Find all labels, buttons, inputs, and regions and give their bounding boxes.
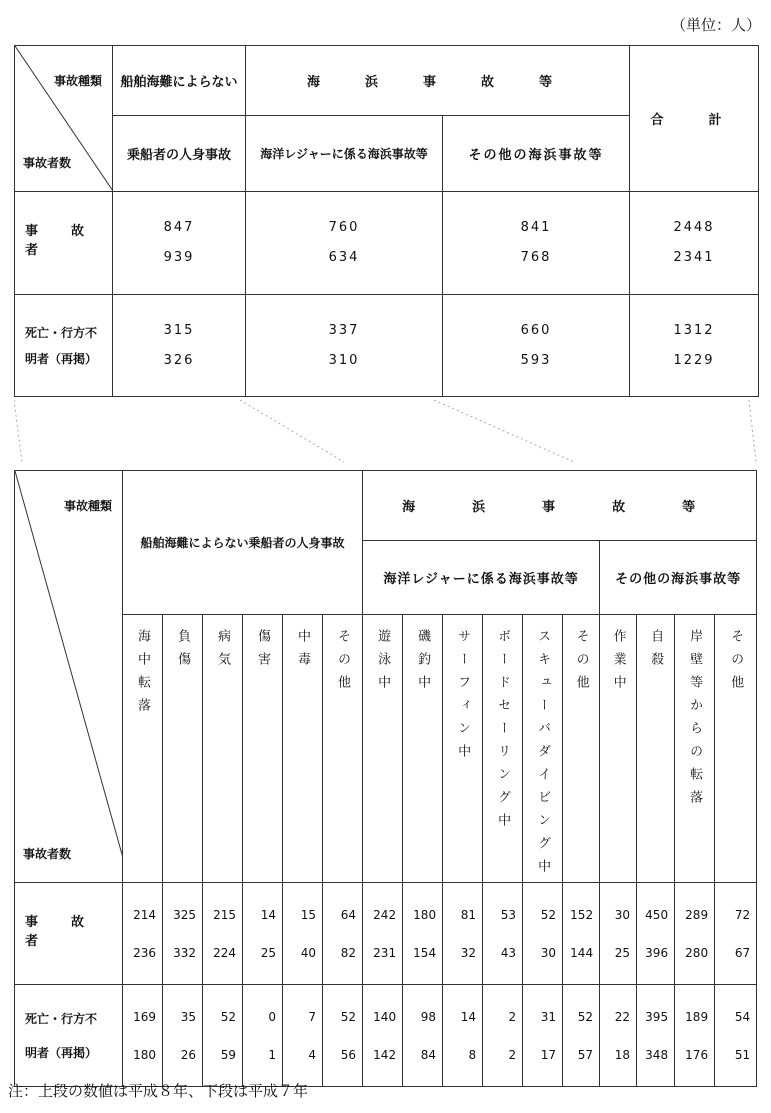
subcol-label: 中毒 — [295, 629, 310, 675]
subcol-header — [323, 615, 363, 883]
data-cell — [403, 883, 443, 985]
cell-value: 660 — [520, 322, 552, 338]
value-top: 52 — [340, 1009, 357, 1024]
cell-value: 2448 — [673, 220, 715, 235]
value-bottom: 30 — [540, 945, 557, 960]
cell-value: 1312 — [673, 322, 715, 338]
value-bottom: 144 — [570, 945, 594, 960]
data-cell — [363, 985, 403, 1087]
subcol-header — [363, 615, 403, 883]
value-top: 242 — [373, 907, 397, 922]
table2-corner-bottom: 事故者数 — [23, 847, 72, 861]
value-bottom: 396 — [645, 945, 669, 960]
value-bottom: 8 — [468, 1047, 477, 1062]
value-top: 189 — [685, 1009, 709, 1024]
cell-value: 768 — [520, 250, 552, 265]
subcol-header — [715, 615, 757, 883]
value-bottom: 25 — [260, 945, 276, 960]
table1-col-ship-top: 船舶海難によらない — [113, 46, 246, 116]
value-top: 22 — [614, 1009, 631, 1024]
data-cell — [637, 883, 675, 985]
subcol-header — [563, 615, 600, 883]
subcol-label: ボードセーリング中 — [495, 629, 511, 836]
cell-value: 337 — [328, 322, 360, 338]
subcol-label: その他 — [335, 629, 351, 698]
value-bottom: 82 — [340, 945, 357, 960]
subcol-label: 傷害 — [255, 629, 270, 675]
subcol-label: 遊泳中 — [375, 629, 391, 698]
value-top: 0 — [268, 1009, 276, 1024]
cell-value: 2341 — [673, 250, 715, 265]
value-bottom: 332 — [173, 945, 196, 960]
value-bottom: 40 — [300, 945, 316, 960]
subcol-label: 作業中 — [610, 629, 626, 698]
table2-col-other: その他の海浜事故等 — [600, 541, 757, 615]
value-top: 31 — [540, 1009, 557, 1024]
data-cell — [323, 883, 363, 985]
value-bottom: 43 — [500, 945, 517, 960]
row-label-line2: 明者（再掲） — [25, 1045, 98, 1060]
data-cell — [123, 883, 163, 985]
value-bottom: 17 — [540, 1047, 557, 1062]
value-bottom: 180 — [133, 1047, 156, 1062]
table2-col-beach: 海 浜 事 故 等 — [363, 471, 757, 541]
subcol-label: 自殺 — [648, 629, 664, 675]
value-bottom: 224 — [213, 945, 236, 960]
value-bottom: 32 — [460, 945, 477, 960]
data-cell — [675, 985, 715, 1087]
table2-col-ship: 船舶海難によらない乗船者の人身事故 — [123, 471, 363, 615]
cell-value: 939 — [163, 250, 195, 265]
subcol-header — [203, 615, 243, 883]
value-top: 180 — [413, 907, 437, 922]
value-top: 81 — [460, 907, 477, 922]
detail-table — [14, 470, 757, 1087]
data-cell — [563, 985, 600, 1087]
value-top: 52 — [540, 907, 557, 922]
data-cell — [283, 985, 323, 1087]
data-cell — [600, 985, 637, 1087]
data-cell — [637, 985, 675, 1087]
data-cell — [363, 883, 403, 985]
table1-corner-top: 事故種類 — [53, 74, 102, 88]
value-bottom: 231 — [373, 945, 397, 960]
value-top: 7 — [308, 1009, 316, 1024]
table2-col-leisure: 海洋レジャーに係る海浜事故等 — [363, 541, 600, 615]
value-bottom: 57 — [577, 1047, 594, 1062]
row-label-line1: 死亡・行方不 — [25, 1011, 98, 1026]
data-cell — [243, 985, 283, 1087]
value-top: 98 — [420, 1009, 437, 1024]
data-cell — [203, 883, 243, 985]
subcol-label: 負傷 — [175, 629, 190, 675]
value-top: 14 — [260, 907, 276, 922]
value-bottom: 18 — [614, 1047, 631, 1062]
value-bottom: 67 — [734, 945, 751, 960]
value-bottom: 348 — [645, 1047, 669, 1062]
value-top: 72 — [734, 907, 751, 922]
value-top: 64 — [340, 907, 357, 922]
row-label-line2: 明者（再掲） — [25, 351, 98, 366]
table1-corner-bottom: 事故者数 — [23, 156, 72, 170]
cell-value: 315 — [163, 322, 195, 338]
value-bottom: 176 — [685, 1047, 709, 1062]
unit-label: （単位：人） — [670, 16, 761, 34]
table1-col-beach: 海 浜 事 故 等 — [246, 46, 630, 116]
subcol-header — [483, 615, 523, 883]
data-cell — [483, 883, 523, 985]
cell-value: 847 — [163, 220, 195, 235]
data-cell — [715, 883, 757, 985]
value-top: 54 — [734, 1009, 751, 1024]
table1-corner-cell — [15, 46, 113, 192]
value-bottom: 280 — [685, 945, 709, 960]
data-cell — [715, 985, 757, 1087]
value-top: 140 — [373, 1009, 397, 1024]
value-bottom: 154 — [413, 945, 437, 960]
value-top: 215 — [213, 907, 236, 922]
cell-value: 310 — [328, 352, 360, 368]
subcol-label: その他 — [573, 629, 589, 698]
value-top: 14 — [460, 1009, 477, 1024]
value-top: 450 — [645, 907, 669, 922]
subcol-header — [403, 615, 443, 883]
subcol-label: 病気 — [215, 629, 230, 675]
data-cell — [403, 985, 443, 1087]
value-top: 325 — [173, 907, 196, 922]
cell-value: 326 — [163, 352, 195, 368]
row-label: 事 故 者 — [15, 883, 123, 985]
data-cell — [443, 985, 483, 1087]
table2-corner-cell — [15, 471, 123, 883]
data-cell — [323, 985, 363, 1087]
table1-row-dead — [15, 295, 759, 397]
cell-value: 841 — [520, 220, 552, 235]
subcol-label: サーフィン中 — [455, 629, 471, 767]
subcol-header — [283, 615, 323, 883]
data-cell — [600, 883, 637, 985]
data-cell — [563, 883, 600, 985]
cell-value: 760 — [328, 220, 360, 235]
value-top: 169 — [133, 1009, 156, 1024]
data-cell — [123, 985, 163, 1087]
value-top: 30 — [614, 907, 631, 922]
value-top: 152 — [570, 907, 594, 922]
value-bottom: 4 — [308, 1047, 316, 1062]
data-cell — [243, 883, 283, 985]
value-top: 35 — [180, 1009, 196, 1024]
subcol-header — [675, 615, 715, 883]
subcol-header — [523, 615, 563, 883]
subcol-label: 海中転落 — [135, 629, 150, 721]
data-cell — [675, 883, 715, 985]
subcol-header — [123, 615, 163, 883]
value-bottom: 59 — [220, 1047, 236, 1062]
data-cell — [163, 985, 203, 1087]
connector-lines — [14, 400, 757, 462]
cell-value: 593 — [520, 352, 552, 368]
corner-diagonal — [15, 471, 123, 858]
table1-col-other: その他の海浜事故等 — [443, 116, 630, 192]
value-top: 2 — [508, 1009, 517, 1024]
data-cell — [443, 883, 483, 985]
table1-col-ship-bottom: 乗船者の人身事故 — [113, 116, 246, 192]
value-bottom: 26 — [180, 1047, 196, 1062]
row-label: 事 故 者 — [15, 192, 113, 295]
cell-value: 634 — [328, 250, 360, 265]
table2-corner-top: 事故種類 — [63, 499, 112, 513]
subcol-header — [637, 615, 675, 883]
table1-col-total: 合 計 — [630, 46, 759, 192]
value-bottom: 236 — [133, 945, 156, 960]
subcol-header — [443, 615, 483, 883]
table2-subheader-row — [15, 615, 757, 883]
value-top: 52 — [577, 1009, 594, 1024]
table2-row-dead — [15, 985, 757, 1087]
subcol-label: スキューバダイビング中 — [535, 629, 551, 882]
value-bottom: 1 — [268, 1047, 276, 1062]
value-top: 289 — [685, 907, 709, 922]
subcol-header — [243, 615, 283, 883]
value-bottom: 51 — [734, 1047, 751, 1062]
table1-row-accidents — [15, 192, 759, 295]
value-top: 15 — [300, 907, 316, 922]
data-cell — [483, 985, 523, 1087]
data-cell — [203, 985, 243, 1087]
value-top: 395 — [645, 1009, 669, 1024]
cell-value: 1229 — [673, 352, 715, 368]
value-bottom: 56 — [340, 1047, 357, 1062]
data-cell — [163, 883, 203, 985]
value-top: 52 — [220, 1009, 236, 1024]
value-bottom: 142 — [373, 1047, 397, 1062]
value-top: 214 — [133, 907, 156, 922]
data-cell — [523, 985, 563, 1087]
value-bottom: 2 — [508, 1047, 517, 1062]
subcol-header — [163, 615, 203, 883]
data-cell — [283, 883, 323, 985]
subcol-label: 磯釣中 — [415, 629, 431, 698]
table1-col-leisure: 海洋レジャーに係る海浜事故等 — [246, 116, 443, 192]
summary-table — [14, 45, 759, 397]
subcol-header — [600, 615, 637, 883]
value-top: 53 — [500, 907, 517, 922]
value-bottom: 25 — [614, 945, 631, 960]
footnote: 注：上段の数値は平成８年、下段は平成７年 — [8, 1082, 309, 1100]
value-bottom: 84 — [420, 1047, 437, 1062]
subcol-label: その他 — [728, 629, 744, 698]
data-cell — [523, 883, 563, 985]
subcol-label: 岸壁等からの転落 — [687, 629, 703, 813]
row-label-line1: 死亡・行方不 — [25, 325, 98, 340]
table2-row-accidents — [15, 883, 757, 985]
